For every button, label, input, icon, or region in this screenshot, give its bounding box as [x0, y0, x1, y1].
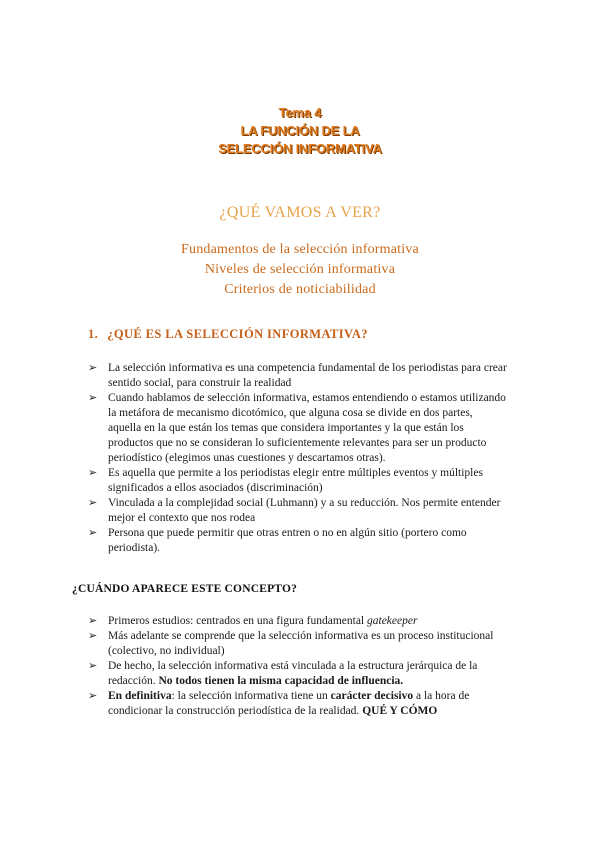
arrow-bullet-icon: ➢: [88, 467, 98, 479]
section-number: 1.: [88, 327, 99, 341]
emphasis-text: QUÉ Y CÓMO: [362, 705, 438, 717]
list-item: ➢ Persona que puede permitir que otras entren o no en algún sitio (portero como periodista).: [88, 527, 467, 554]
list-item: ➢ Más adelante se comprende que la selección informativa es un proceso institucional (colectivo, no individual): [88, 630, 494, 657]
topic-number: Tema 4: [278, 105, 322, 120]
arrow-bullet-icon: ➢: [88, 630, 98, 642]
contents-item: Niveles de selección informativa: [204, 262, 396, 277]
list-item: ➢ La selección informativa es una competencia fundamental de los periodistas para crear sentido social, para construir la realidad: [88, 362, 507, 389]
emphasis-text: No todos tienen la misma capacidad de influencia.: [158, 675, 404, 687]
section-title: ¿QUÉ ES LA SELECCIÓN INFORMATIVA?: [107, 327, 368, 341]
title-line-1: LA FUNCIÓN DE LA: [240, 123, 360, 138]
list-item: ➢ Vinculada a la complejidad social (Luhmann) y a su reducción. Nos permite entender mejor el contexto que nos rodea: [88, 497, 501, 524]
title-line-2: SELECCIÓN INFORMATIVA: [218, 141, 382, 156]
arrow-bullet-icon: ➢: [88, 527, 98, 539]
title-block: [0, 104, 600, 158]
list-item: ➢ En definitiva: la selección informativa tiene un carácter decisivo a la hora de condicionar la construcción periodística de la realidad. QUÉ Y CÓMO: [88, 690, 470, 717]
contents-item: Fundamentos de la selección informativa: [181, 242, 419, 257]
emphasis-text: En definitiva: [108, 690, 172, 702]
arrow-bullet-icon: ➢: [88, 497, 98, 509]
arrow-bullet-icon: ➢: [88, 660, 98, 672]
section-1-bullets: [88, 361, 508, 556]
list-item: ➢ De hecho, la selección informativa está vinculada a la estructura jerárquica de la redacción. No todos tienen la misma capacidad de influencia.: [88, 660, 478, 687]
list-item: ➢ Primeros estudios: centrados en una figura fundamental gatekeeper: [88, 615, 418, 627]
section-2-heading: ¿CUÁNDO APARECE ESTE CONCEPTO?: [72, 583, 298, 595]
subtitle: ¿QUÉ VAMOS A VER?: [219, 204, 381, 221]
section-2-bullets: [88, 614, 508, 719]
contents-item: Criterios de noticiabilidad: [224, 282, 376, 297]
arrow-bullet-icon: ➢: [88, 362, 98, 374]
contents-list: [0, 240, 600, 300]
arrow-bullet-icon: ➢: [88, 690, 98, 702]
list-item: ➢ Cuando hablamos de selección informativa, estamos entendiendo o estamos utilizando la metáfora de mecanismo dicotómico, que alguna cosa se divide en dos partes, aquella en la que están los temas que considera importantes y la que están los productos que no se consideran lo suficientemente relevantes para ser un producto periodístico (elegimos unas cuestiones y descartamos otras).: [88, 392, 506, 464]
list-item: ➢ Es aquella que permite a los periodistas elegir entre múltiples eventos y múltiples significados a ellos asociados (discriminación): [88, 467, 483, 494]
arrow-bullet-icon: ➢: [88, 615, 98, 627]
gatekeeper-term: gatekeeper: [367, 615, 418, 627]
arrow-bullet-icon: ➢: [88, 392, 98, 404]
emphasis-text: carácter decisivo: [330, 690, 414, 702]
section-1-heading: [88, 327, 368, 342]
